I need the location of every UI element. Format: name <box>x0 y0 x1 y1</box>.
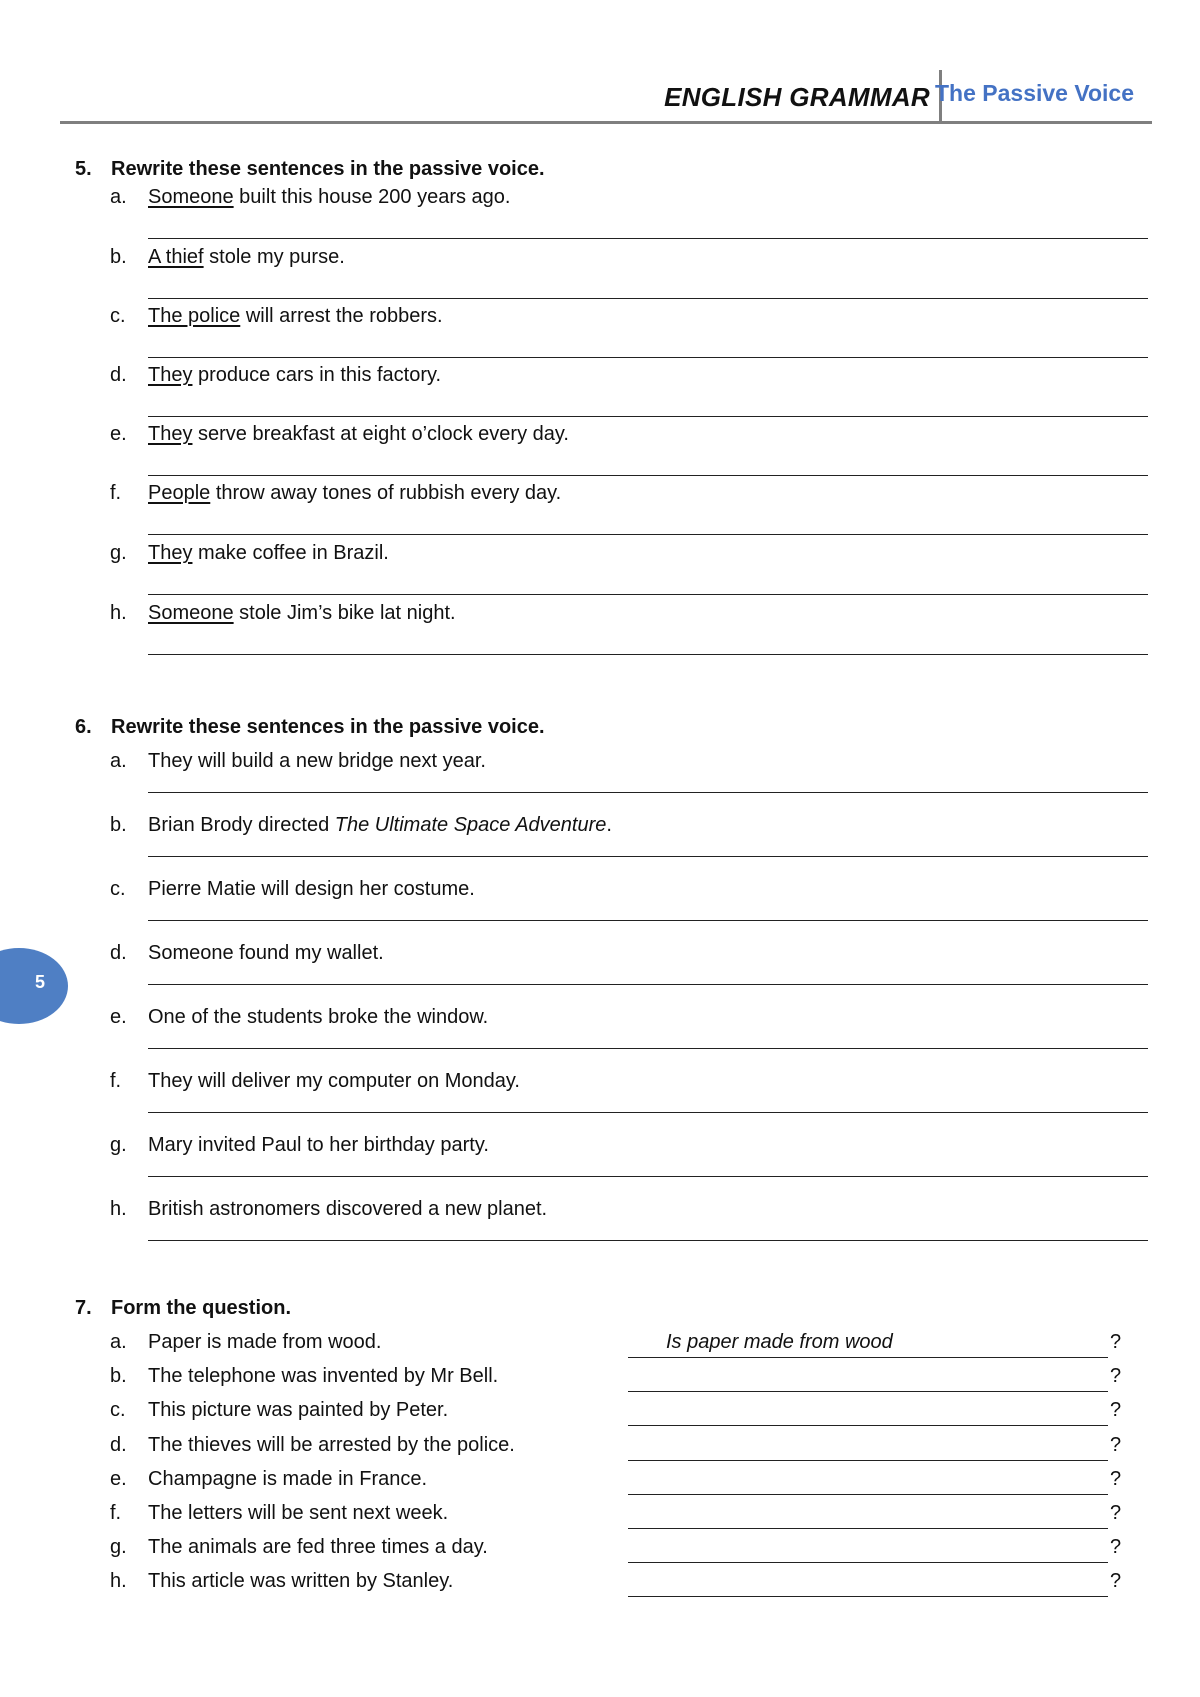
item-sentence <box>148 186 510 209</box>
item-label: g. <box>110 542 127 564</box>
item-label: h. <box>110 1198 127 1220</box>
sentence-rest: make coffee in Brazil. <box>192 542 389 564</box>
sentence-rest: built this house 200 years ago. <box>233 186 511 208</box>
item-sentence: Paper is made from wood. <box>148 1331 382 1353</box>
answer-line[interactable] <box>148 856 1148 857</box>
page-number: 5 <box>34 972 45 992</box>
answer-blank[interactable] <box>628 1399 1108 1426</box>
question-mark: ? <box>1110 1331 1122 1353</box>
answer-line[interactable] <box>148 920 1148 921</box>
item-label: g. <box>110 1134 127 1156</box>
exercise-instruction: Rewrite these sentences in the passive voice. <box>111 158 545 180</box>
answer-text: Is paper made from wood <box>666 1331 893 1353</box>
item-sentence <box>148 542 389 565</box>
item-sentence <box>148 482 561 505</box>
answer-blank[interactable] <box>628 1468 1108 1495</box>
sentence-subject: They <box>148 542 193 564</box>
exercise-instruction: Rewrite these sentences in the passive voice. <box>111 716 545 738</box>
item-label: a. <box>110 750 127 772</box>
item-sentence <box>148 246 345 269</box>
question-mark: ? <box>1110 1570 1122 1592</box>
page-number-badge <box>0 948 68 1024</box>
exercise-number: 6. <box>75 716 92 738</box>
question-mark: ? <box>1110 1399 1122 1421</box>
answer-blank[interactable] <box>628 1502 1108 1529</box>
item-label: g. <box>110 1536 127 1558</box>
question-row <box>110 1570 1140 1598</box>
sentence-subject: People <box>148 482 211 504</box>
sentence-text: Brian Brody directed <box>148 814 335 836</box>
question-row <box>110 1434 1140 1462</box>
item-sentence <box>148 602 456 625</box>
item-label: h. <box>110 602 127 624</box>
question-row <box>110 1468 1140 1496</box>
sentence-rest: will arrest the robbers. <box>240 305 443 327</box>
question-row <box>110 1365 1140 1393</box>
item-sentence: The letters will be sent next week. <box>148 1502 449 1524</box>
answer-blank[interactable] <box>628 1434 1108 1461</box>
item-sentence <box>148 878 475 901</box>
item-sentence <box>148 1070 520 1093</box>
item-label: d. <box>110 364 127 386</box>
sentence-rest: throw away tones of rubbish every day. <box>210 482 562 504</box>
exercise-instruction: Form the question. <box>111 1297 291 1319</box>
sentence-text: British astronomers discovered a new planet. <box>148 1198 548 1220</box>
sentence-end: . <box>606 814 612 836</box>
item-sentence: This picture was painted by Peter. <box>148 1399 449 1421</box>
answer-line[interactable] <box>148 654 1148 655</box>
answer-line[interactable] <box>148 594 1148 595</box>
sentence-text: Mary invited Paul to her birthday party. <box>148 1134 489 1156</box>
item-sentence <box>148 1006 488 1029</box>
sentence-text: One of the students broke the window. <box>148 1006 489 1028</box>
answer-line[interactable] <box>148 416 1148 417</box>
item-sentence <box>148 364 441 387</box>
answer-blank[interactable] <box>628 1570 1108 1597</box>
item-label: d. <box>110 1434 127 1456</box>
exercise-5-heading <box>75 158 545 181</box>
answer-line[interactable] <box>148 1048 1148 1049</box>
page-header <box>60 70 1152 124</box>
item-label: e. <box>110 1468 127 1490</box>
item-sentence: The telephone was invented by Mr Bell. <box>148 1365 499 1387</box>
sentence-rest: serve breakfast at eight o’clock every day. <box>192 423 569 445</box>
answer-line[interactable] <box>148 1176 1148 1177</box>
item-label: a. <box>110 1331 127 1353</box>
question-row <box>110 1502 1140 1530</box>
item-label: b. <box>110 814 127 836</box>
item-sentence: The animals are fed three times a day. <box>148 1536 488 1558</box>
item-sentence <box>148 305 443 328</box>
answer-blank[interactable] <box>628 1536 1108 1563</box>
sentence-subject: They <box>148 364 193 386</box>
sentence-subject: A thief <box>148 246 204 268</box>
item-sentence <box>148 423 569 446</box>
answer-line[interactable] <box>148 1240 1148 1241</box>
item-sentence <box>148 750 486 773</box>
sentence-subject: Someone <box>148 186 234 208</box>
item-label: c. <box>110 1399 126 1421</box>
question-mark: ? <box>1110 1434 1122 1456</box>
question-mark: ? <box>1110 1365 1122 1387</box>
answer-line[interactable] <box>148 534 1148 535</box>
item-label: h. <box>110 1570 127 1592</box>
question-mark: ? <box>1110 1502 1122 1524</box>
item-label: a. <box>110 186 127 208</box>
sentence-rest: stole my purse. <box>203 246 345 268</box>
item-label: b. <box>110 246 127 268</box>
answer-line[interactable] <box>148 792 1148 793</box>
item-sentence <box>148 942 384 965</box>
item-label: f. <box>110 1502 122 1524</box>
sentence-text: Someone found my wallet. <box>148 942 384 964</box>
sentence-text: Pierre Matie will design her costume. <box>148 878 475 900</box>
answer-blank[interactable] <box>628 1365 1108 1392</box>
item-sentence: This article was written by Stanley. <box>148 1570 454 1592</box>
answer-line[interactable] <box>148 984 1148 985</box>
item-label: c. <box>110 878 126 900</box>
sentence-subject: They <box>148 423 193 445</box>
item-sentence <box>148 1198 547 1221</box>
exercise-6-heading <box>75 716 545 739</box>
item-label: f. <box>110 1070 122 1092</box>
exercise-number: 5. <box>75 158 92 180</box>
answer-line[interactable] <box>148 357 1148 358</box>
sentence-rest: stole Jim’s bike lat night. <box>233 602 456 624</box>
answer-line[interactable] <box>148 298 1148 299</box>
item-sentence <box>148 814 612 837</box>
sentence-text: They will build a new bridge next year. <box>148 750 486 772</box>
sentence-rest: produce cars in this factory. <box>192 364 442 386</box>
header-title: ENGLISH GRAMMAR <box>664 82 930 112</box>
answer-line[interactable] <box>148 475 1148 476</box>
sentence-text: They will deliver my computer on Monday. <box>148 1070 520 1092</box>
item-label: e. <box>110 423 127 445</box>
sentence-title: The Ultimate Space Adventure <box>334 814 607 836</box>
item-label: c. <box>110 305 126 327</box>
header-subtitle: The Passive Voice <box>934 80 1134 106</box>
sentence-subject: The police <box>148 305 241 327</box>
exercise-number: 7. <box>75 1297 92 1319</box>
question-row <box>110 1399 1140 1427</box>
header-rule <box>60 121 1152 124</box>
item-label: d. <box>110 942 127 964</box>
exercise-7-heading <box>75 1297 291 1320</box>
item-sentence: Champagne is made in France. <box>148 1468 428 1490</box>
question-row <box>110 1536 1140 1564</box>
question-mark: ? <box>1110 1536 1122 1558</box>
sentence-subject: Someone <box>148 602 234 624</box>
item-sentence: The thieves will be arrested by the police. <box>148 1434 515 1456</box>
item-sentence <box>148 1134 489 1157</box>
question-row <box>110 1331 1140 1359</box>
answer-line[interactable] <box>148 238 1148 239</box>
answer-line[interactable] <box>148 1112 1148 1113</box>
item-label: e. <box>110 1006 127 1028</box>
item-label: f. <box>110 482 122 504</box>
question-mark: ? <box>1110 1468 1122 1490</box>
answer-blank[interactable] <box>628 1331 1108 1358</box>
item-label: b. <box>110 1365 127 1387</box>
